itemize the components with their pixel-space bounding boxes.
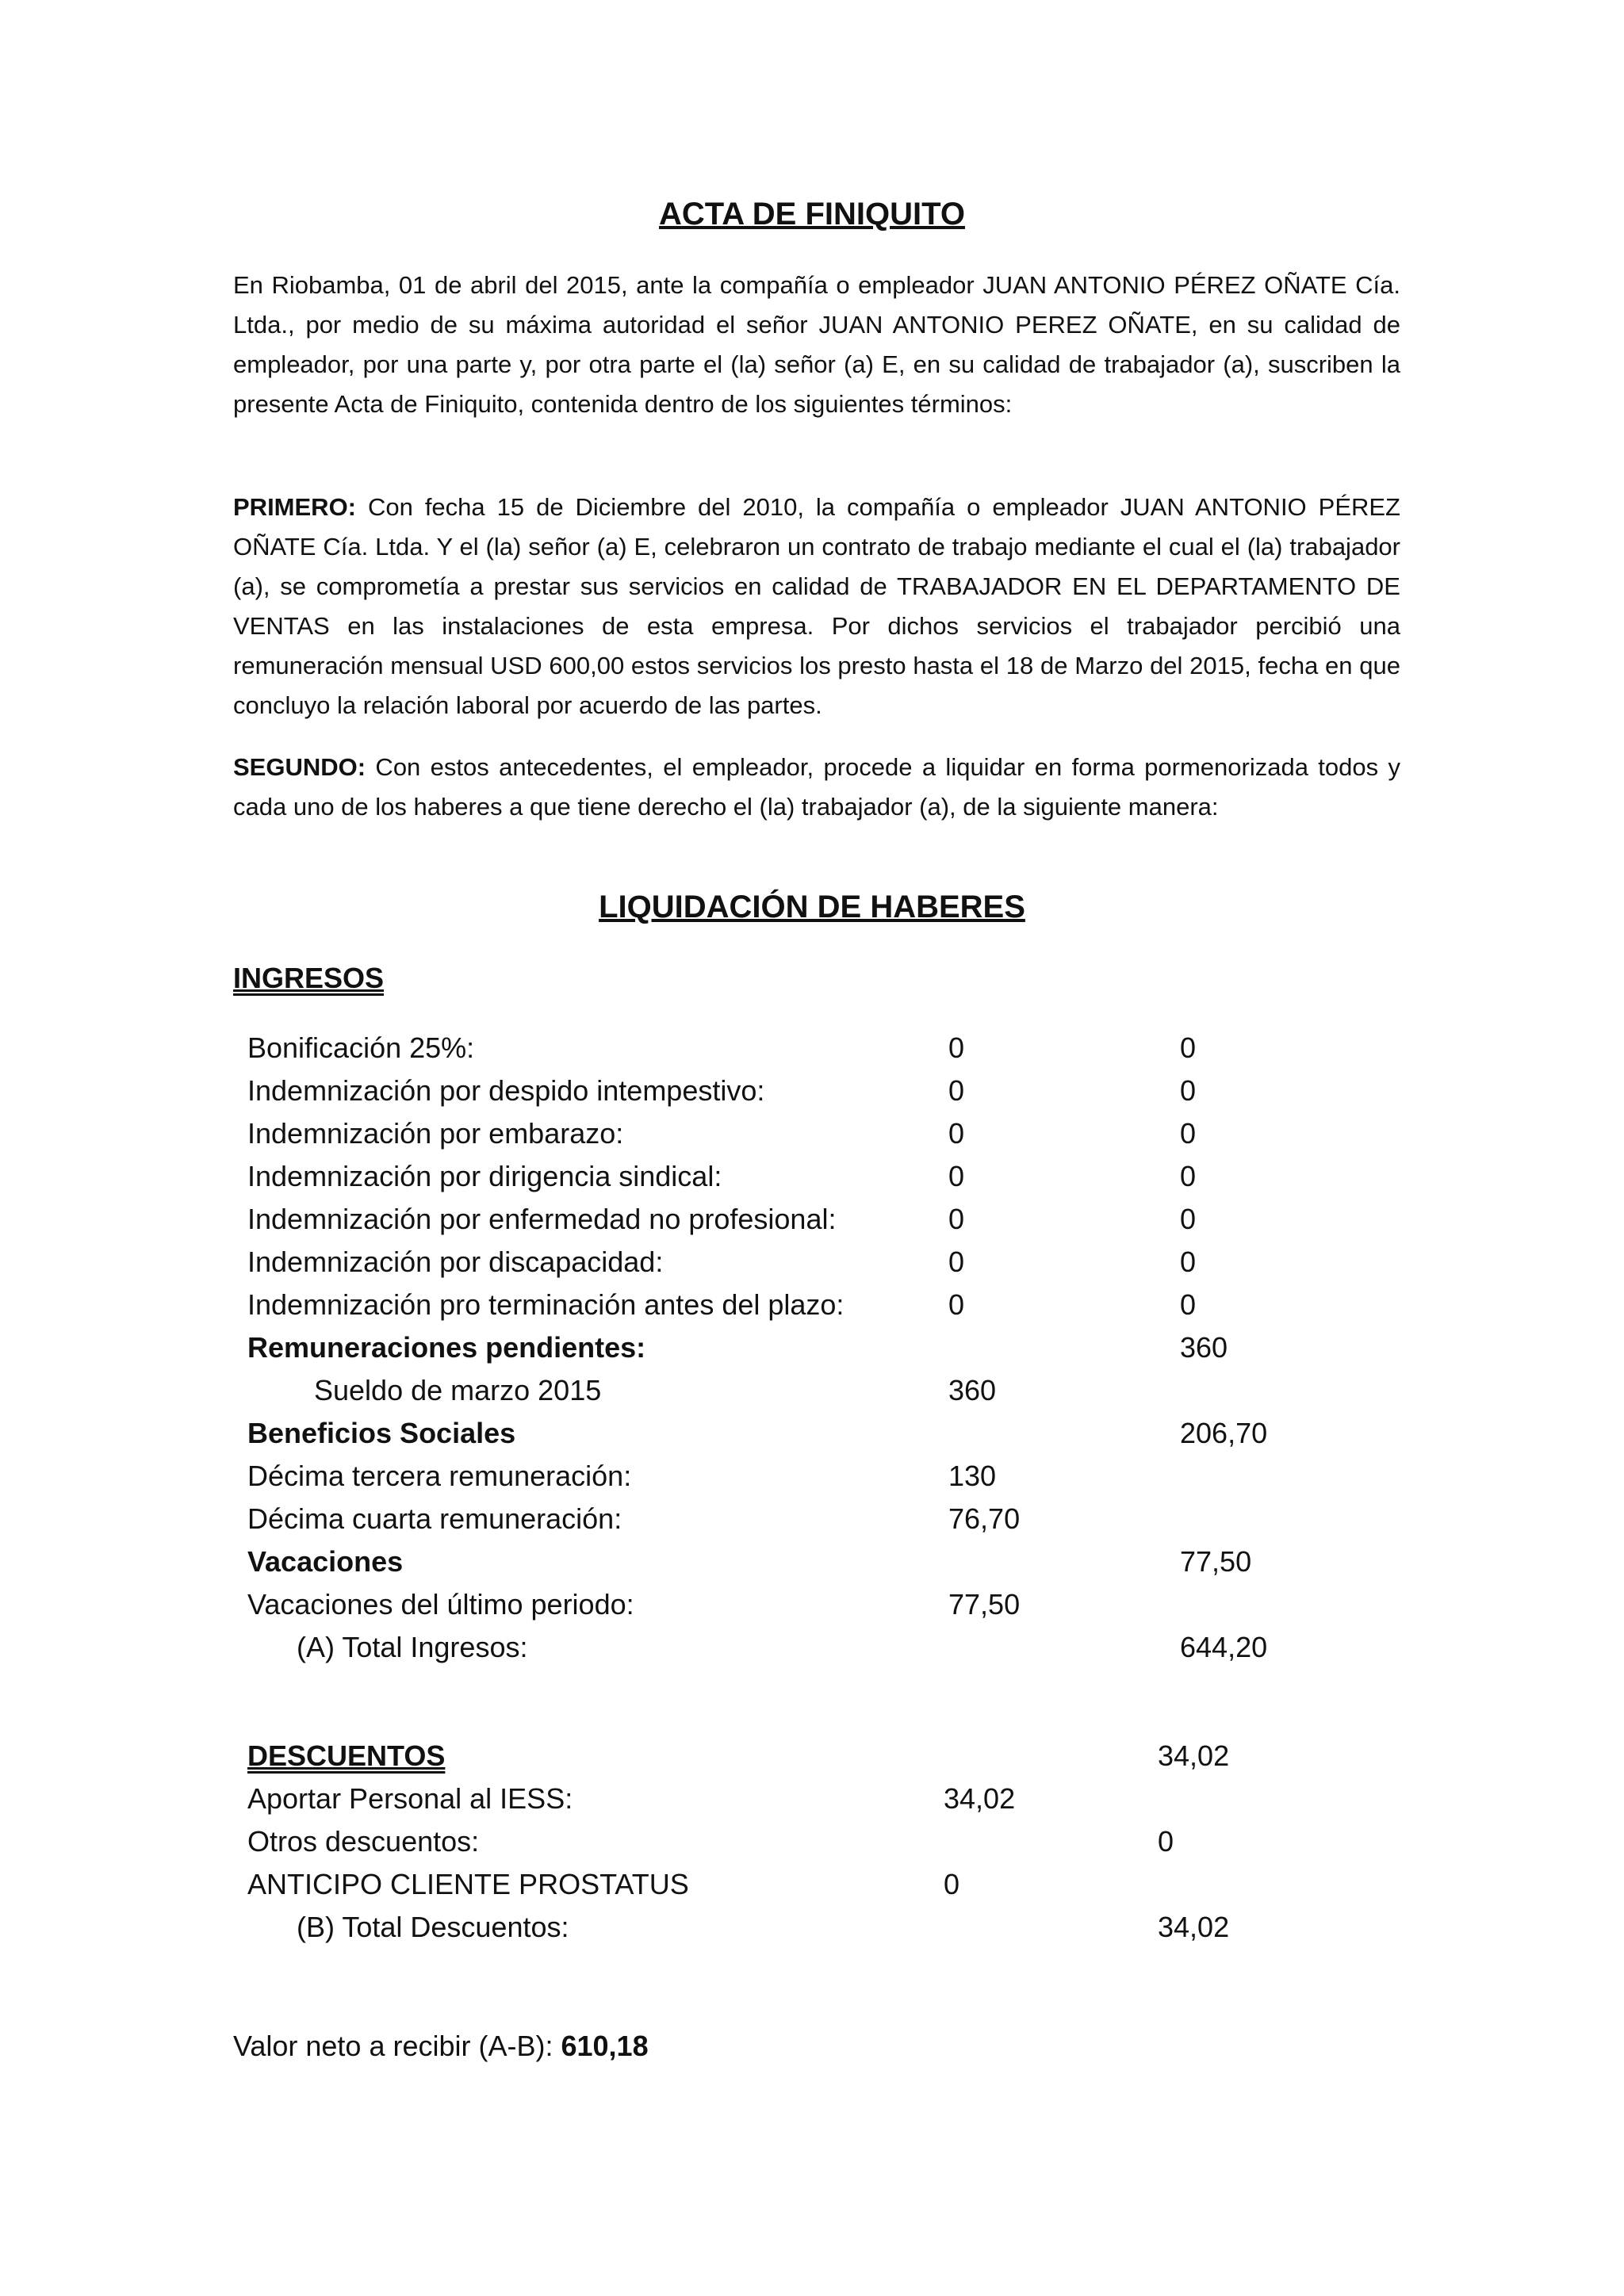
row-value-1: 77,50 (948, 1588, 1021, 1621)
row-label: Vacaciones (247, 1545, 404, 1578)
row-value-1: 0 (948, 1117, 965, 1150)
segundo-label: SEGUNDO: (233, 753, 366, 781)
row-value-1: 76,70 (948, 1502, 1021, 1535)
row-label: (B) Total Descuentos: (297, 1911, 569, 1943)
row-value-1: 130 (948, 1460, 997, 1492)
liquidacion-title: LIQUIDACIÓN DE HABERES (599, 890, 1025, 924)
row-value-2: 0 (1180, 1160, 1197, 1192)
intro-paragraph: En Riobamba, 01 de abril del 2015, ante la compañía o empleador JUAN ANTONIO PÉREZ OÑATE Cía. Ltda., por medio de su máxima autoridad el señor JUAN ANTONIO PEREZ OÑATE, en su calidad de empleador, por una parte y, por otra parte el (la) señor (a) E, en su calidad de trabajador (a), suscriben la presente Acta de Finiquito, contenida dentro de los siguientes términos: (233, 271, 1400, 418)
row-value-2: 206,70 (1180, 1417, 1268, 1449)
row-value-2: 34,02 (1158, 1911, 1230, 1943)
row-label: ANTICIPO CLIENTE PROSTATUS (247, 1868, 689, 1900)
row-label: Indemnización por despido intempestivo: (247, 1074, 765, 1107)
descuentos-row (247, 1863, 1358, 1906)
row-label: Indemnización por enfermedad no profesional: (247, 1203, 837, 1235)
row-label: Otros descuentos: (247, 1825, 480, 1858)
row-value-2: 644,20 (1180, 1631, 1268, 1663)
ingresos-row (247, 1455, 1358, 1498)
row-label: Remuneraciones pendientes: (247, 1331, 646, 1364)
row-label: Indemnización por dirigencia sindical: (247, 1160, 722, 1192)
row-label: Aportar Personal al IESS: (247, 1782, 573, 1815)
ingresos-row (247, 1498, 1358, 1540)
row-value-2: 0 (1180, 1203, 1197, 1235)
row-value-1: 360 (948, 1374, 997, 1406)
document-title: ACTA DE FINIQUITO (659, 197, 965, 232)
ingresos-row (247, 1027, 1358, 1070)
ingresos-row (247, 1198, 1358, 1241)
row-value-1: 0 (948, 1160, 965, 1192)
ingresos-label: INGRESOS (233, 962, 385, 994)
segundo-text: Con estos antecedentes, el empleador, procede a liquidar en forma pormenorizada todos y cada uno de los haberes a que tiene derecho el (la) trabajador (a), de la siguiente manera: (233, 753, 1400, 821)
ingresos-row (247, 1369, 1358, 1412)
row-value-1: 0 (948, 1246, 965, 1278)
descuentos-header-row (247, 1735, 1358, 1777)
row-value-1: 0 (948, 1031, 965, 1064)
row-value-2: 77,50 (1180, 1545, 1252, 1578)
net-label: Valor neto a recibir (A-B): (233, 2030, 561, 2062)
descuentos-row (247, 1820, 1358, 1863)
row-label: Indemnización pro terminación antes del plazo: (247, 1288, 845, 1321)
ingresos-row (247, 1070, 1358, 1112)
ingresos-row (247, 1284, 1358, 1326)
descuentos-row (247, 1777, 1358, 1820)
ingresos-row (247, 1583, 1358, 1626)
ingresos-row (247, 1412, 1358, 1455)
row-label: Indemnización por discapacidad: (247, 1246, 664, 1278)
row-label: Décima cuarta remuneración: (247, 1502, 622, 1535)
ingresos-row (247, 1241, 1358, 1284)
row-value-2: 0 (1180, 1074, 1197, 1107)
primero-label: PRIMERO: (233, 493, 356, 521)
ingresos-row (247, 1326, 1358, 1369)
row-value-1: 0 (948, 1203, 965, 1235)
row-value-1: 34,02 (944, 1782, 1016, 1815)
row-label: Décima tercera remuneración: (247, 1460, 632, 1492)
row-label: Vacaciones del último periodo: (247, 1588, 634, 1621)
descuentos-header-value: 34,02 (1158, 1739, 1230, 1772)
net-value: 610,18 (561, 2030, 649, 2062)
ingresos-row (247, 1155, 1358, 1198)
row-value-2: 0 (1180, 1031, 1197, 1064)
row-value-2: 360 (1180, 1331, 1228, 1364)
row-value-1: 0 (944, 1868, 960, 1900)
row-label: Bonificación 25%: (247, 1031, 475, 1064)
row-value-2: 0 (1180, 1288, 1197, 1321)
primero-text: Con fecha 15 de Diciembre del 2010, la compañía o empleador JUAN ANTONIO PÉREZ OÑATE Cía. Ltda. Y el (la) señor (a) E, celebraron un contrato de trabajo mediante el cual el (la) trabajador (a), se comprometía a prestar sus servicios en calidad de TRABAJADOR EN EL DEPARTAMENTO DE VENTAS en las instalaciones de esta empresa. Por dichos servicios el trabajador percibió una remuneración mensual USD 600,00 estos servicios los presto hasta el 18 de Marzo del 2015, fecha en que concluyo la relación laboral por acuerdo de las partes. (233, 493, 1400, 719)
row-label: Beneficios Sociales (247, 1417, 516, 1449)
net-value-line (233, 2030, 649, 2063)
ingresos-row (247, 1112, 1358, 1155)
row-label: Indemnización por embarazo: (247, 1117, 624, 1150)
ingresos-row (247, 1540, 1358, 1583)
row-value-2: 0 (1180, 1246, 1197, 1278)
total-ingresos-row (247, 1626, 1358, 1669)
primero-paragraph (233, 488, 1400, 725)
total-descuentos-row (247, 1906, 1358, 1949)
row-value-1: 0 (948, 1288, 965, 1321)
row-value-2: 0 (1158, 1825, 1174, 1858)
row-value-2: 0 (1180, 1117, 1197, 1150)
row-label: (A) Total Ingresos: (297, 1631, 528, 1663)
row-label: Sueldo de marzo 2015 (314, 1374, 602, 1406)
descuentos-label: DESCUENTOS (247, 1739, 446, 1772)
row-value-1: 0 (948, 1074, 965, 1107)
segundo-paragraph (233, 748, 1400, 827)
